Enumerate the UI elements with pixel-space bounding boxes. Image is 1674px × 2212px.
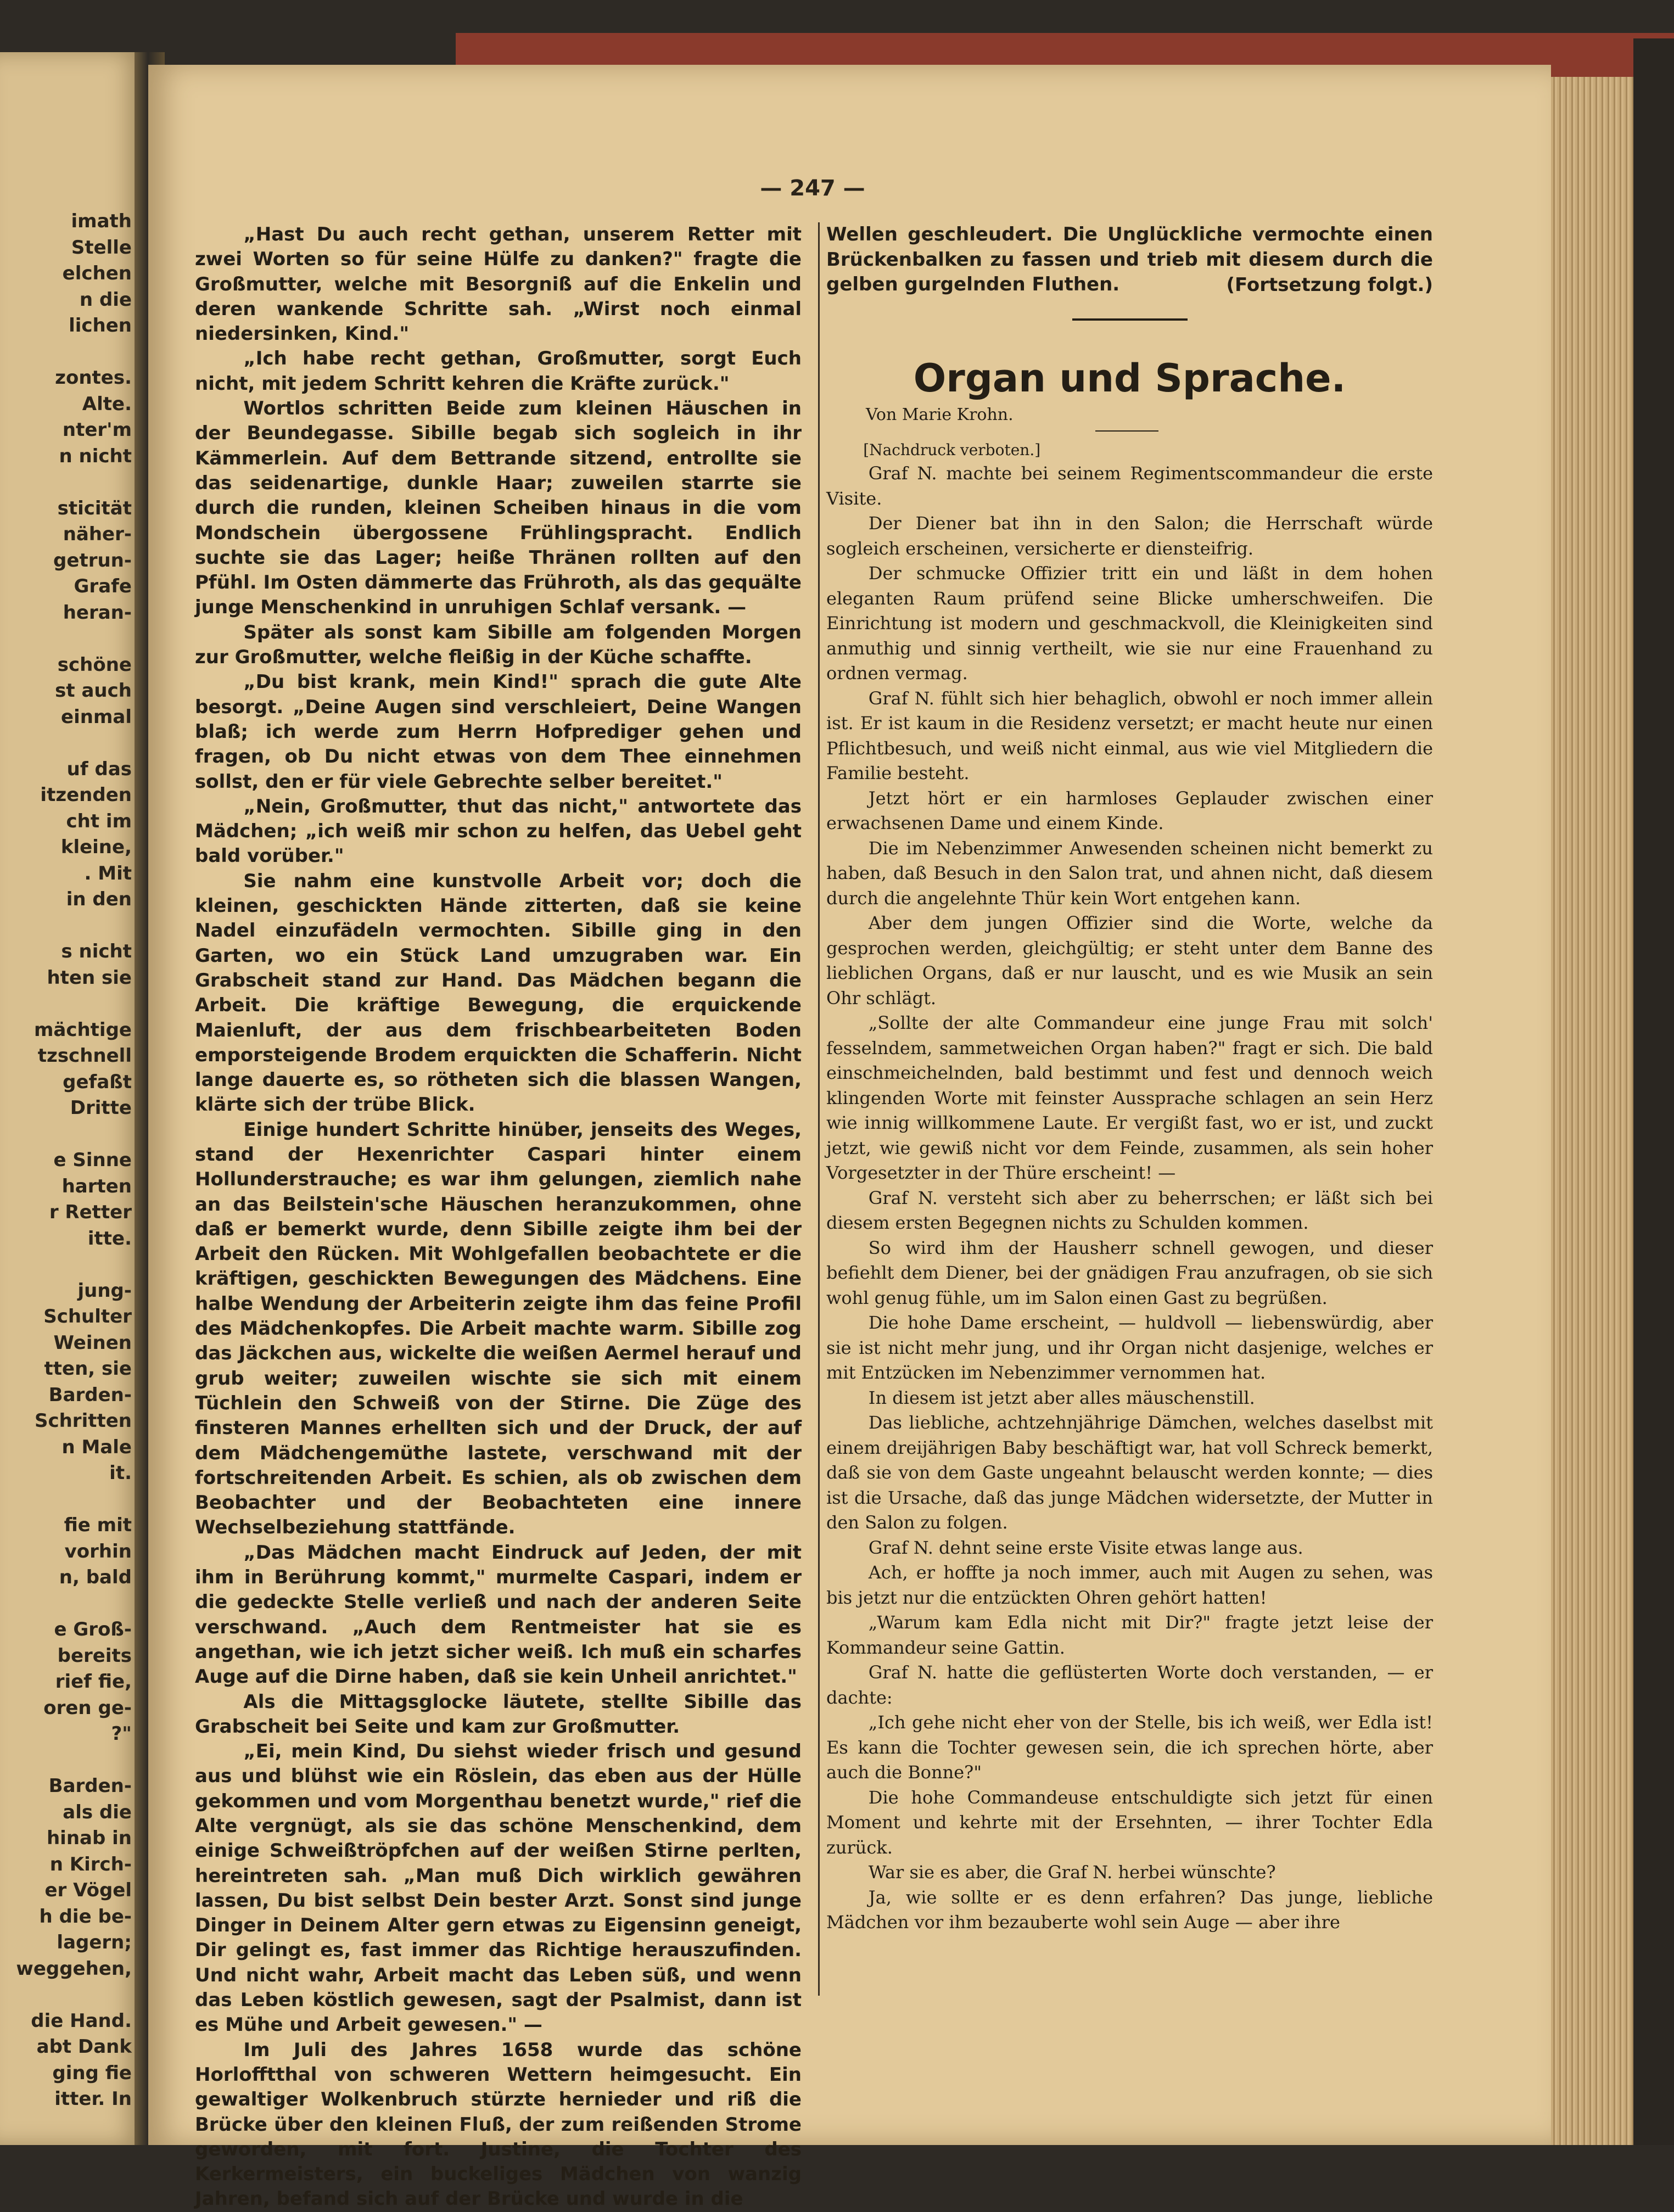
- left-page-fragment: er Vögel: [44, 1879, 132, 1901]
- left-page-fragment: Barden-: [48, 1384, 132, 1406]
- left-page-fragment: hinab in: [46, 1827, 132, 1849]
- left-page-fragment: weggehen,: [16, 1957, 132, 1980]
- left-page-fragment: . Mit: [84, 862, 132, 884]
- left-page-fragment: vorhin: [64, 1540, 132, 1563]
- left-page-fragment: zontes.: [55, 367, 132, 389]
- article-paragraph: Graf N. fühlt sich hier behaglich, obwohl er noch immer allein ist. Er ist kaum in die Residenz versetzt; er macht heute nur einen Pflichtbesuch, und weiß nicht einmal, aus wie viel Mitgliedern die Familie besteht.: [826, 687, 1433, 783]
- story-paragraph: Als die Mittagsglocke läutete, stellte Sibille das Grabscheit bei Seite und kam zur Großmutter.: [195, 1690, 802, 1738]
- reprint-notice: [Nachdruck verboten.]: [863, 441, 1041, 459]
- author-rule: [1095, 430, 1158, 432]
- left-page-fragment: Weinen: [53, 1331, 132, 1354]
- left-page-fragment: e Sinne: [53, 1149, 132, 1171]
- left-page-fragment: nter'm: [62, 419, 132, 441]
- left-page-fragment: n, bald: [59, 1566, 132, 1588]
- story-paragraph: Einige hundert Schritte hinüber, jenseits des Weges, stand der Hexenrichter Caspari hinter einem Hollunderstrauche; es war ihm gelungen, ziemlich nahe an das Beilstein'sche Häuschen heranzukommen, ohne daß er bemerkt wurde, denn Sibille zeigte ihm bei der Arbeit den Rücken. Mit Wohlgefallen beobachtete er die kräftigen, geschickten Bewegungen des Mädchens. Eine halbe Wendung der Arbeiterin zeigte ihm das feine Profil des Mädchenkopfes. Die Arbeit machte warm. Sibille zog das Jäckchen aus, wickelte die weißen Aermel herauf und grub weiter; zuweilen wischte sie sich mit einem Tüchlein den Schweiß von der Stirne. Die Züge des finsteren Mannes erhellten sich und der Druck, der auf dem Mädchengemüthe lastete, verschwand mit der fortschreitenden Arbeit. Es schien, als ob zwischen dem Beobachter und der Beobachteten eine innere Wechselbeziehung stattfände.: [195, 1118, 802, 1539]
- left-page-fragment: heran-: [63, 601, 132, 624]
- left-page-fragment: gefaßt: [63, 1071, 132, 1093]
- left-page-fragment: tten, sie: [44, 1358, 132, 1380]
- left-page-fragment: n Kirch-: [49, 1853, 132, 1875]
- left-page-fragment: n nicht: [59, 445, 132, 467]
- left-page-fragment: ?": [111, 1723, 132, 1745]
- left-page-fragment: fie mit: [64, 1514, 132, 1536]
- left-page-fragment: tzschnell: [37, 1045, 132, 1067]
- left-page-fragment: Stelle: [71, 236, 132, 259]
- left-page-fragment: Barden-: [48, 1775, 132, 1797]
- left-page-fragment: n Male: [61, 1436, 132, 1458]
- article-paragraph: Die hohe Commandeuse entschuldigte sich jetzt für einen Moment und kehrte mit der Ersehnten, — ihrer Tochter Edla zurück.: [826, 1787, 1433, 1858]
- article-paragraph: „Warum kam Edla nicht mit Dir?" fragte jetzt leise der Kommandeur seine Gattin.: [826, 1612, 1433, 1658]
- left-page-fragment: itte.: [87, 1227, 132, 1250]
- page-block-edge: [1551, 77, 1633, 2145]
- left-page-fragment: n die: [79, 288, 132, 311]
- left-page-fragment: s nicht: [61, 940, 132, 962]
- left-page: [0, 52, 145, 2145]
- left-page-fragment: oren ge-: [43, 1696, 132, 1719]
- left-page-fragment: itter. In: [54, 2088, 132, 2110]
- article-paragraph: Graf N. machte bei seinem Regimentscommandeur die erste Visite.: [826, 463, 1433, 509]
- article-paragraph: Der Diener bat ihn in den Salon; die Herrschaft würde sogleich erscheinen, versicherte er diensteifrig.: [826, 513, 1433, 559]
- left-page-fragment: schöne: [57, 653, 132, 676]
- left-page-fragment: ging fie: [52, 2062, 132, 2084]
- column-divider: [818, 222, 820, 1996]
- left-page-fragment: getrun-: [53, 549, 132, 572]
- left-page-fragment: kleine,: [60, 836, 132, 858]
- article-body: [826, 461, 1433, 1935]
- article-paragraph: Aber dem jungen Offizier sind die Worte, welche da gesprochen werden, gleichgültig; er steht unter dem Banne des lieblichen Organs, daß er nur lauscht, und es wie Musik an sein Ohr schlägt.: [826, 912, 1433, 1009]
- left-page-fragment: uf das: [66, 758, 132, 780]
- story-paragraph: Im Juli des Jahres 1658 wurde das schöne Horlofftthal von schweren Wettern heimgesucht. Ein gewaltiger Wolkenbruch stürzte hernieder und riß die Brücke über den kleinen Fluß, der zum reißenden Strome geworden, mit fort. Justine, die Tochter des Kerkermeisters, ein buckeliges Mädchen von wanzig Jahren, befand sich auf der Brücke und wurde in die: [195, 2039, 802, 2210]
- left-page-fragment: r Retter: [49, 1201, 132, 1223]
- story-paragraph: „Ei, mein Kind, Du siehst wieder frisch und gesund aus und blühst wie ein Röslein, das eben aus der Hülle gekommen und vom Morgenthau benetzt wurde," rief die Alte vergnügt, als sie das schöne Menschenkind, dem einige Schweißtröpfchen auf der weißen Stirne perlten, hereintreten sah. „Man muß Dich wirklich gewähren lassen, Du bist selbst Dein bester Arzt. Sonst sind junge Dinger in Deinem Alter gern etwas zu Eigensinn geneigt, Dir gelingt es, fast immer das Richtige herauszufinden. Und nicht wahr, Arbeit macht das Leben süß, und wenn das Leben köstlich gewesen, sagt der Psalmist, dann ist es Mühe und Arbeit gewesen." —: [195, 1740, 802, 2036]
- article-paragraph: So wird ihm der Hausherr schnell gewogen, und dieser befiehlt dem Diener, bei der gnädigen Frau anzufragen, ob sie sich wohl genug fühle, um im Salon einen Gast zu begrüßen.: [826, 1237, 1433, 1308]
- left-page-fragment: lagern;: [57, 1931, 132, 1953]
- left-page-fragment: imath: [71, 210, 132, 232]
- article-paragraph: Ach, er hoffte ja noch immer, auch mit Augen zu sehen, was bis jetzt nur die entzückten Ohren gehört hatten!: [826, 1562, 1433, 1608]
- article-paragraph: Das liebliche, achtzehnjährige Dämchen, welches daselbst mit einem dreijährigen Baby beschäftigt war, hat voll Schreck bemerkt, daß sie von dem Gaste ungeahnt belauscht werden konnte; — dies ist die Ursache, daß das junge Mädchen widersetzte, der Mutter in den Salon zu folgen.: [826, 1412, 1433, 1533]
- left-page-fragment: abt Dank: [36, 2036, 132, 2058]
- left-page-fragment: die Hand.: [31, 2009, 132, 2032]
- story-paragraph: Wortlos schritten Beide zum kleinen Häuschen in der Beundegasse. Sibille begab sich sogleich in ihr Kämmerlein. Auf dem Bettrande sitzend, entrollte sie das seidenartige, dunkle Haar; zuweilen starrte sie durch die runden, kleinen Scheiben hinaus in die vom Mondschein übergossene Frühlingspracht. Endlich suchte sie das Lager; heiße Thränen rollten auf den Pfühl. Im Osten dämmerte das Frühroth, als das gequälte junge Menschenkind in unruhigen Schlaf versank. —: [195, 397, 802, 619]
- left-page-fragment: lichen: [69, 315, 132, 337]
- article-paragraph: Graf N. dehnt seine erste Visite etwas lange aus.: [868, 1537, 1303, 1558]
- left-page-fragment: als die: [63, 1801, 132, 1823]
- article-paragraph: „Sollte der alte Commandeur eine junge Frau mit solch' fesselndem, sammetweichen Organ haben?" fragt er sich. Die bald einschmeichelnden, bald bestimmt und fest und dennoch weich klingenden Worte mit feinster Aussprache schlagen an sein Herz wie innig willkommene Laute. Er vergißt fast, wo er ist, und zuckt jetzt, wie gewiß nicht vor dem Feinde, zusammen, als sein hoher Vorgesetzter in der Thüre erscheint! —: [826, 1012, 1433, 1183]
- left-page-fragment: in den: [66, 888, 132, 910]
- left-page-fragment: h die be-: [39, 1905, 132, 1928]
- left-page-fragment: hten sie: [47, 966, 132, 989]
- left-page-fragment: Schritten: [34, 1410, 132, 1432]
- story-paragraph: Später als sonst kam Sibille am folgenden Morgen zur Großmutter, welche fleißig in der Küche schaffte.: [195, 621, 802, 669]
- article-paragraph: „Ich gehe nicht eher von der Stelle, bis ich weiß, wer Edla ist! Es kann die Tochter gewesen sein, die ich sprechen hörte, aber auch die Bonne?": [826, 1712, 1433, 1783]
- left-page-fragment: elchen: [62, 262, 132, 284]
- page-number: — 247 —: [760, 176, 865, 201]
- story-paragraph: „Hast Du auch recht gethan, unserem Retter mit zwei Worten so für seine Hülfe zu danken?" fragte die Großmutter, welche mit Besorgniß auf die Enkelin und deren wankende Schritte sah. „Wirst noch einmal niedersinken, Kind.": [195, 223, 802, 345]
- left-column: [195, 222, 802, 2212]
- story-continuation: Wellen geschleudert. Die Unglückliche vermochte einen Brückenbalken zu fassen und trieb mit diesem durch die gelben gurgelnden Fluthen.: [826, 223, 1433, 295]
- article-paragraph: Ja, wie sollte er es denn erfahren? Das junge, liebliche Mädchen vor ihm bezauberte wohl sein Auge — aber ihre: [826, 1886, 1433, 1933]
- section-rule: [1072, 318, 1188, 321]
- article-paragraph: Graf N. hatte die geflüsterten Worte doch verstanden, — er dachte:: [826, 1662, 1433, 1708]
- left-page-fragment: Schulter: [43, 1306, 132, 1328]
- article-paragraph: In diesem ist jetzt aber alles mäuschenstill.: [868, 1387, 1255, 1408]
- article-paragraph: War sie es aber, die Graf N. herbei wünschte?: [868, 1862, 1276, 1883]
- left-page-fragment: bereits: [57, 1644, 132, 1667]
- left-page-fragment: itzenden: [40, 784, 132, 806]
- left-page-fragment: cht im: [66, 810, 132, 832]
- left-page-fragment: rief fie,: [55, 1671, 132, 1693]
- story-paragraph: „Ich habe recht gethan, Großmutter, sorgt Euch nicht, mit jedem Schritt kehren die Kräfte zurück.": [195, 348, 802, 395]
- left-page-fragment: it.: [109, 1462, 132, 1484]
- right-column: [826, 222, 1433, 1935]
- left-page-fragment: harten: [61, 1175, 132, 1197]
- article-title: Organ und Sprache.: [913, 356, 1346, 401]
- story-paragraph: „Du bist krank, mein Kind!" sprach die gute Alte besorgt. „Deine Augen sind verschleiert, Deine Wangen blaß; ich werde zum Herrn Hofprediger gehen und fragen, ob Du nicht etwas von dem Thee einnehmen sollst, den er für viele Gebrechte selber bereitet.": [195, 671, 802, 793]
- story-paragraph: „Nein, Großmutter, thut das nicht," antwortete das Mädchen; „ich weiß mir schon zu helfen, das Uebel geht bald vorüber.": [195, 795, 802, 867]
- continuation-mark: (Fortsetzung folgt.): [1226, 273, 1433, 296]
- left-page-fragment: Dritte: [70, 1097, 132, 1119]
- book-cover-edge: [1633, 38, 1674, 2145]
- article-paragraph: Die im Nebenzimmer Anwesenden scheinen nicht bemerkt zu haben, daß Besuch in den Salon trat, und ahnen nicht, daß diesem durch die angelehnte Thür kein Wort entgehen kann.: [826, 837, 1433, 909]
- story-paragraph: Sie nahm eine kunstvolle Arbeit vor; doch die kleinen, geschickten Hände zitterten, daß sie keine Nadel einzufädeln vermochten. Sibille ging in den Garten, wo ein Stück Land umzugraben war. Ein Grabscheit stand zur Hand. Das Mädchen begann die Arbeit. Die kräftige Bewegung, die erquickende Maienluft, der aus dem frischbearbeiteten Boden emporsteigende Brodem erquickten die Schafferin. Nicht lange dauerte es, so rötheten sich die blassen Wangen, klärte sich der trübe Blick.: [195, 870, 802, 1116]
- left-page-fragment: Grafe: [74, 575, 132, 597]
- left-page-fragment: mächtige: [33, 1018, 132, 1041]
- left-page-fragment: sticität: [57, 497, 132, 519]
- left-page-fragment: näher-: [63, 523, 132, 545]
- article-paragraph: Graf N. versteht sich aber zu beherrschen; er läßt sich bei diesem ersten Begegnen nichts zu Schulden kommen.: [826, 1187, 1433, 1233]
- left-page-fragment: e Groß-: [54, 1619, 132, 1640]
- story-paragraph: „Das Mädchen macht Eindruck auf Jeden, der mit ihm in Berührung kommt," murmelte Caspari, indem er die gedeckte Stelle verließ und nach der anderen Seite verschwand. „Auch dem Rentmeister hat sie es angethan, wie ich jetzt sicher weiß. Ich muß ein scharfes Auge auf die Dirne haben, daß sie kein Unheil anrichtet.": [195, 1541, 802, 1688]
- left-page-fragment: Alte.: [82, 393, 132, 415]
- article-paragraph: Der schmucke Offizier tritt ein und läßt in dem hohen eleganten Raum prüfend seine Blicke umherschweifen. Die Einrichtung ist modern und geschmackvoll, die Kleinigkeiten sind anmuthig und sinnig vertheilt, wie sie nur eine Frauenhand zu ordnen vermag.: [826, 563, 1433, 684]
- article-paragraph: Jetzt hört er ein harmloses Geplauder zwischen einer erwachsenen Dame und einem Kinde.: [826, 787, 1433, 833]
- left-page-fragment: jung-: [77, 1279, 132, 1302]
- article-author: Von Marie Krohn.: [866, 405, 1014, 424]
- left-page-fragment: einmal: [61, 705, 132, 728]
- left-page-fragment: st auch: [55, 680, 132, 702]
- article-paragraph: Die hohe Dame erscheint, — huldvoll — liebenswürdig, aber sie ist nicht mehr jung, und ihr Organ nicht dasjenige, welches er mit Entzücken im Nebenzimmer vernommen hat.: [826, 1312, 1433, 1383]
